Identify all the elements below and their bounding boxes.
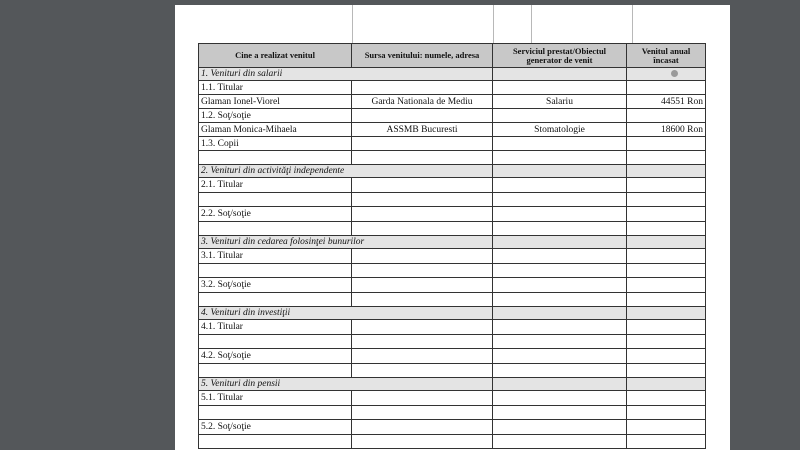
table-row bbox=[199, 151, 706, 165]
row-who: 5.1. Titular bbox=[199, 391, 352, 406]
document-page bbox=[175, 5, 730, 450]
row-who: Glaman Ionel-Viorel bbox=[199, 95, 352, 109]
row-who: 1.3. Copii bbox=[199, 137, 352, 151]
table-header-row bbox=[199, 44, 706, 68]
table-row bbox=[199, 81, 706, 95]
section-title: 3. Venituri din cedarea folosinţei bunurilor bbox=[199, 236, 493, 249]
table-row bbox=[199, 207, 706, 222]
row-service: Salariu bbox=[493, 95, 627, 109]
table-row bbox=[199, 264, 706, 278]
table-row bbox=[199, 123, 706, 137]
row-service: Stomatologie bbox=[493, 123, 627, 137]
header-who: Cine a realizat venitul bbox=[199, 44, 352, 68]
table-row bbox=[199, 137, 706, 151]
header-rule bbox=[493, 5, 494, 45]
table-row bbox=[199, 109, 706, 123]
header-service: Serviciul prestat/Obiectul generator de venit bbox=[493, 44, 627, 68]
table-row bbox=[199, 193, 706, 207]
table-row bbox=[199, 349, 706, 364]
table-row bbox=[199, 435, 706, 449]
row-income: 44551 Ron bbox=[627, 95, 706, 109]
section-row bbox=[199, 236, 706, 249]
section-row bbox=[199, 165, 706, 178]
income-table bbox=[198, 43, 706, 449]
table-row bbox=[199, 249, 706, 264]
row-who: 1.1. Titular bbox=[199, 81, 352, 95]
row-who: 3.1. Titular bbox=[199, 249, 352, 264]
header-rule bbox=[531, 5, 532, 45]
section-title: 4. Venituri din investiţii bbox=[199, 307, 493, 320]
table-row bbox=[199, 95, 706, 109]
header-rule bbox=[352, 5, 353, 45]
scan-mark-icon bbox=[671, 70, 678, 77]
table-row bbox=[199, 391, 706, 406]
row-who: 2.2. Soţ/soţie bbox=[199, 207, 352, 222]
row-who: 2.1. Titular bbox=[199, 178, 352, 193]
table-row bbox=[199, 320, 706, 335]
row-income: 18600 Ron bbox=[627, 123, 706, 137]
row-who: 4.1. Titular bbox=[199, 320, 352, 335]
table-row bbox=[199, 335, 706, 349]
row-source: ASSMB Bucuresti bbox=[352, 123, 493, 137]
table-row bbox=[199, 293, 706, 307]
row-who: 3.2. Soţ/soţie bbox=[199, 278, 352, 293]
table-row bbox=[199, 420, 706, 435]
section-title: 2. Venituri din activităţi independente bbox=[199, 165, 493, 178]
table-row bbox=[199, 222, 706, 236]
table-row bbox=[199, 178, 706, 193]
section-row bbox=[199, 378, 706, 391]
header-income: Venitul anual încasat bbox=[627, 44, 706, 68]
section-row bbox=[199, 307, 706, 320]
header-source: Sursa venitului: numele, adresa bbox=[352, 44, 493, 68]
table-row bbox=[199, 364, 706, 378]
section-row bbox=[199, 68, 706, 81]
row-who: 1.2. Soţ/soţie bbox=[199, 109, 352, 123]
section-title: 5. Venituri din pensii bbox=[199, 378, 493, 391]
table-row bbox=[199, 278, 706, 293]
section-title: 1. Venituri din salarii bbox=[199, 68, 493, 81]
header-rule bbox=[632, 5, 633, 45]
row-who: 5.2. Soţ/soţie bbox=[199, 420, 352, 435]
table-row bbox=[199, 406, 706, 420]
row-who: 4.2. Soţ/soţie bbox=[199, 349, 352, 364]
row-source: Garda Nationala de Mediu bbox=[352, 95, 493, 109]
row-who: Glaman Monica-Mihaela bbox=[199, 123, 352, 137]
